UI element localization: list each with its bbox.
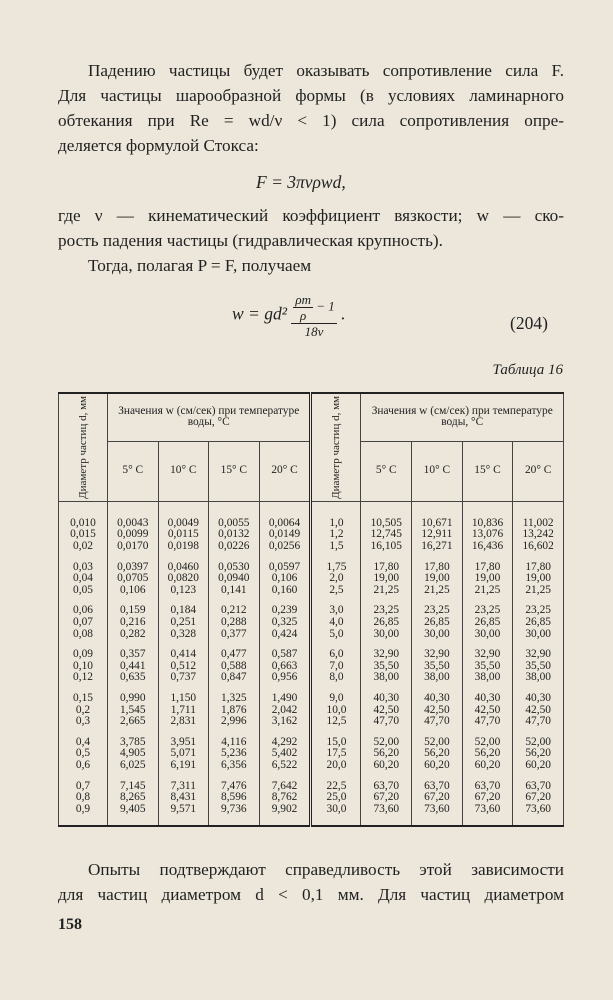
velocity-cell: 35,50 (361, 661, 412, 673)
velocity-cell: 60,20 (412, 760, 463, 772)
conclusion-paragraph (58, 857, 564, 907)
velocity-cell: 0,0049 (158, 518, 209, 530)
diameter-cell: 1,0 (311, 518, 361, 530)
velocity-cell: 9,405 (108, 804, 159, 816)
velocity-cell: 0,847 (209, 672, 260, 684)
table-row (59, 617, 564, 629)
velocity-cell: 0,282 (108, 629, 159, 641)
velocity-cell: 38,00 (361, 672, 412, 684)
velocity-cell: 17,80 (412, 562, 463, 574)
stokes-formula: F = 3πνρwd, (256, 172, 346, 192)
velocity-cell: 0,184 (158, 605, 209, 617)
temp-header-left-2: 15° С (209, 441, 260, 501)
explanation-line-2: рость падения частицы (гидравлическая крупность). (58, 231, 443, 250)
velocity-cell: 30,00 (361, 629, 412, 641)
velocity-cell: 1,876 (209, 705, 260, 717)
temp-header-right-0: 5° С (361, 441, 412, 501)
formula-204-numerator (291, 292, 336, 324)
velocity-cell: 26,85 (361, 617, 412, 629)
velocity-cell: 30,00 (513, 629, 564, 641)
velocity-cell: 0,0397 (108, 562, 159, 574)
velocity-cell: 56,20 (462, 748, 513, 760)
velocity-cell: 17,80 (462, 562, 513, 574)
velocity-cell: 52,00 (412, 737, 463, 749)
velocity-cell: 0,587 (259, 649, 311, 661)
table-row (59, 716, 564, 728)
temp-header-right-1: 10° С (412, 441, 463, 501)
velocity-table (58, 392, 564, 827)
velocity-cell: 52,00 (361, 737, 412, 749)
diameter-cell: 2,5 (311, 585, 361, 597)
velocity-cell: 40,30 (513, 693, 564, 705)
velocity-cell: 26,85 (513, 617, 564, 629)
velocity-cell: 7,642 (259, 781, 311, 793)
velocity-cell: 0,414 (158, 649, 209, 661)
diameter-cell: 0,5 (59, 748, 108, 760)
velocity-cell: 0,512 (158, 661, 209, 673)
velocity-cell: 0,0597 (259, 562, 311, 574)
velocity-cell: 23,25 (513, 605, 564, 617)
velocity-cell: 0,0064 (259, 518, 311, 530)
velocity-cell: 60,20 (462, 760, 513, 772)
velocity-cell: 35,50 (462, 661, 513, 673)
velocity-cell: 40,30 (412, 693, 463, 705)
velocity-cell: 73,60 (412, 804, 463, 816)
velocity-cell: 0,0043 (108, 518, 159, 530)
diameter-cell: 2,0 (311, 573, 361, 585)
diameter-cell: 0,06 (59, 605, 108, 617)
table-row (59, 760, 564, 772)
velocity-cell: 56,20 (513, 748, 564, 760)
formula-204-denominator: 18ν (304, 324, 324, 339)
velocity-cell: 67,20 (513, 792, 564, 804)
velocity-cell: 16,602 (513, 541, 564, 553)
velocity-cell: 17,80 (361, 562, 412, 574)
velocity-cell: 0,325 (259, 617, 311, 629)
velocity-cell: 0,159 (108, 605, 159, 617)
velocity-cell: 2,996 (209, 716, 260, 728)
velocity-cell: 26,85 (462, 617, 513, 629)
velocity-cell: 52,00 (513, 737, 564, 749)
density-bottom: ρ (300, 308, 307, 323)
velocity-cell: 0,990 (108, 693, 159, 705)
velocity-cell: 35,50 (412, 661, 463, 673)
velocity-cell: 0,160 (259, 585, 311, 597)
table-row (59, 792, 564, 804)
diameter-cell: 0,05 (59, 585, 108, 597)
velocity-cell: 23,25 (412, 605, 463, 617)
velocity-cell: 47,70 (513, 716, 564, 728)
velocity-cell: 0,216 (108, 617, 159, 629)
velocity-cell: 4,116 (209, 737, 260, 749)
velocity-cell: 60,20 (361, 760, 412, 772)
velocity-cell: 42,50 (361, 705, 412, 717)
velocity-cell: 8,596 (209, 792, 260, 804)
velocity-cell: 2,831 (158, 716, 209, 728)
diameter-cell: 15,0 (311, 737, 361, 749)
velocity-cell: 5,236 (209, 748, 260, 760)
velocity-cell: 0,0055 (209, 518, 260, 530)
velocity-cell: 6,356 (209, 760, 260, 772)
diameter-cell: 9,0 (311, 693, 361, 705)
diameter-cell: 5,0 (311, 629, 361, 641)
velocity-cell: 12,745 (361, 529, 412, 541)
velocity-cell: 67,20 (412, 792, 463, 804)
velocity-cell: 32,90 (361, 649, 412, 661)
velocity-cell: 23,25 (462, 605, 513, 617)
diameter-cell: 20,0 (311, 760, 361, 772)
equation-number: (204) (510, 313, 548, 333)
intro-line-2: Для частицы шарообразной формы (в условиях ламинарного (58, 86, 564, 105)
velocity-cell: 7,311 (158, 781, 209, 793)
diameter-cell: 25,0 (311, 792, 361, 804)
diameter-cell: 0,015 (59, 529, 108, 541)
velocity-cell: 0,0149 (259, 529, 311, 541)
velocity-cell: 8,431 (158, 792, 209, 804)
velocity-cell: 32,90 (462, 649, 513, 661)
velocity-cell: 0,956 (259, 672, 311, 684)
diameter-cell: 0,9 (59, 804, 108, 816)
table-row (59, 629, 564, 641)
velocity-cell: 1,150 (158, 693, 209, 705)
velocity-cell: 0,663 (259, 661, 311, 673)
velocity-cell: 9,571 (158, 804, 209, 816)
velocity-cell: 6,522 (259, 760, 311, 772)
velocity-cell: 21,25 (412, 585, 463, 597)
velocity-cell: 12,911 (412, 529, 463, 541)
velocity-cell: 19,00 (513, 573, 564, 585)
velocity-cell: 63,70 (361, 781, 412, 793)
diameter-cell: 0,2 (59, 705, 108, 717)
velocity-cell: 21,25 (361, 585, 412, 597)
diameter-cell: 0,15 (59, 693, 108, 705)
velocity-cell: 16,436 (462, 541, 513, 553)
velocity-cell: 0,0940 (209, 573, 260, 585)
temp-header-right-2: 15° С (462, 441, 513, 501)
velocity-cell: 0,588 (209, 661, 260, 673)
velocity-cell: 47,70 (412, 716, 463, 728)
velocity-cell: 5,402 (259, 748, 311, 760)
intro-line-3: обтекания при Re = wd/ν < 1) сила сопротивления опре- (58, 111, 564, 130)
diameter-cell: 12,5 (311, 716, 361, 728)
diameter-cell: 6,0 (311, 649, 361, 661)
diameter-cell: 0,4 (59, 737, 108, 749)
velocity-cell: 8,265 (108, 792, 159, 804)
velocity-cell: 42,50 (462, 705, 513, 717)
diameter-cell: 10,0 (311, 705, 361, 717)
diameter-cell: 17,5 (311, 748, 361, 760)
velocity-cell: 0,0226 (209, 541, 260, 553)
table-row (59, 541, 564, 553)
velocity-cell: 3,162 (259, 716, 311, 728)
velocity-cell: 0,0132 (209, 529, 260, 541)
diameter-cell: 0,12 (59, 672, 108, 684)
density-ratio (293, 292, 313, 323)
velocity-cell: 8,762 (259, 792, 311, 804)
velocity-cell: 0,239 (259, 605, 311, 617)
table-row (59, 693, 564, 705)
velocity-cell: 2,042 (259, 705, 311, 717)
velocity-cell: 0,377 (209, 629, 260, 641)
table-row (59, 585, 564, 597)
velocity-cell: 47,70 (462, 716, 513, 728)
velocity-cell: 0,0170 (108, 541, 159, 553)
velocity-cell: 0,477 (209, 649, 260, 661)
minus-one: − 1 (316, 298, 335, 314)
velocity-cell: 32,90 (412, 649, 463, 661)
velocity-cell: 3,785 (108, 737, 159, 749)
velocity-cell: 19,00 (361, 573, 412, 585)
velocity-cell: 67,20 (361, 792, 412, 804)
diameter-cell: 22,5 (311, 781, 361, 793)
velocity-cell: 40,30 (361, 693, 412, 705)
explanation-paragraph (58, 203, 564, 278)
velocity-cell: 6,191 (158, 760, 209, 772)
velocity-cell: 16,271 (412, 541, 463, 553)
velocity-cell: 52,00 (462, 737, 513, 749)
velocity-cell: 63,70 (412, 781, 463, 793)
formula-204-fraction (291, 292, 336, 339)
velocity-cell: 7,476 (209, 781, 260, 793)
velocity-cell: 35,50 (513, 661, 564, 673)
velocity-cell: 73,60 (513, 804, 564, 816)
diameter-cell: 0,07 (59, 617, 108, 629)
velocity-cell: 6,025 (108, 760, 159, 772)
velocity-cell: 9,736 (209, 804, 260, 816)
right-values-header: Значения w (см/сек) при температуре воды, °С (361, 393, 564, 441)
velocity-cell: 0,441 (108, 661, 159, 673)
velocity-cell: 73,60 (361, 804, 412, 816)
velocity-cell: 0,212 (209, 605, 260, 617)
velocity-cell: 16,105 (361, 541, 412, 553)
velocity-cell: 0,251 (158, 617, 209, 629)
velocity-cell: 4,292 (259, 737, 311, 749)
explanation-line-3: Тогда, полагая P = F, получаем (88, 256, 312, 275)
velocity-cell: 38,00 (462, 672, 513, 684)
velocity-cell: 67,20 (462, 792, 513, 804)
intro-line-1: Падению частицы будет оказывать сопротивление сила F. (88, 61, 564, 80)
table-body (59, 501, 564, 826)
velocity-cell: 9,902 (259, 804, 311, 816)
diameter-cell: 4,0 (311, 617, 361, 629)
right-diameter-header: Диаметр частиц d, мм (311, 393, 361, 501)
temp-header-left-0: 5° С (108, 441, 159, 501)
velocity-cell: 0,424 (259, 629, 311, 641)
velocity-cell: 26,85 (412, 617, 463, 629)
velocity-cell: 0,737 (158, 672, 209, 684)
diameter-cell: 0,04 (59, 573, 108, 585)
velocity-cell: 0,0115 (158, 529, 209, 541)
velocity-cell: 0,0099 (108, 529, 159, 541)
diameter-cell: 0,8 (59, 792, 108, 804)
temp-header-right-3: 20° С (513, 441, 564, 501)
velocity-cell: 0,288 (209, 617, 260, 629)
formula-204-lhs: w = gd² (232, 303, 287, 324)
velocity-cell: 47,70 (361, 716, 412, 728)
diameter-cell: 1,2 (311, 529, 361, 541)
velocity-cell: 63,70 (513, 781, 564, 793)
diameter-cell: 0,09 (59, 649, 108, 661)
diameter-cell: 3,0 (311, 605, 361, 617)
density-top: ρт (295, 292, 311, 307)
velocity-cell: 0,141 (209, 585, 260, 597)
velocity-cell: 30,00 (412, 629, 463, 641)
page-number: 158 (58, 916, 82, 933)
velocity-cell: 0,635 (108, 672, 159, 684)
velocity-cell: 11,002 (513, 518, 564, 530)
diameter-cell: 1,75 (311, 562, 361, 574)
diameter-cell: 1,5 (311, 541, 361, 553)
velocity-cell: 23,25 (361, 605, 412, 617)
velocity-cell: 0,106 (259, 573, 311, 585)
velocity-cell: 7,145 (108, 781, 159, 793)
left-diameter-header: Диаметр частиц d, мм (59, 393, 108, 501)
temp-header-left-1: 10° С (158, 441, 209, 501)
velocity-cell: 0,357 (108, 649, 159, 661)
velocity-cell: 17,80 (513, 562, 564, 574)
velocity-cell: 56,20 (361, 748, 412, 760)
velocity-cell: 13,076 (462, 529, 513, 541)
velocity-cell: 40,30 (462, 693, 513, 705)
diameter-cell: 0,7 (59, 781, 108, 793)
velocity-cell: 10,505 (361, 518, 412, 530)
velocity-cell: 0,0198 (158, 541, 209, 553)
velocity-cell: 0,0820 (158, 573, 209, 585)
velocity-cell: 30,00 (462, 629, 513, 641)
velocity-cell: 3,951 (158, 737, 209, 749)
velocity-cell: 38,00 (412, 672, 463, 684)
velocity-cell: 63,70 (462, 781, 513, 793)
velocity-cell: 4,905 (108, 748, 159, 760)
velocity-cell: 19,00 (462, 573, 513, 585)
velocity-cell: 1,711 (158, 705, 209, 717)
velocity-cell: 1,325 (209, 693, 260, 705)
velocity-cell: 73,60 (462, 804, 513, 816)
table-row (59, 804, 564, 816)
velocity-cell: 10,836 (462, 518, 513, 530)
velocity-cell: 0,123 (158, 585, 209, 597)
velocity-cell: 60,20 (513, 760, 564, 772)
intro-line-4: деляется формулой Стокса: (58, 136, 259, 155)
velocity-cell: 2,665 (108, 716, 159, 728)
diameter-cell: 0,010 (59, 518, 108, 530)
velocity-cell: 10,671 (412, 518, 463, 530)
temp-header-left-3: 20° С (259, 441, 311, 501)
velocity-cell: 0,0256 (259, 541, 311, 553)
velocity-cell: 1,545 (108, 705, 159, 717)
explanation-line-1: где ν — кинематический коэффициент вязкости; w — ско- (58, 206, 564, 225)
velocity-cell: 13,242 (513, 529, 564, 541)
velocity-cell: 32,90 (513, 649, 564, 661)
velocity-cell: 21,25 (462, 585, 513, 597)
intro-paragraph (58, 58, 564, 158)
formula-204: w = gd² $\frac{\rho т}{\rho}$ − 1 18ν . (232, 292, 346, 339)
conclusion-line-2: для частиц диаметром d < 0,1 мм. Для частиц диаметром (58, 885, 564, 904)
diameter-cell: 0,3 (59, 716, 108, 728)
velocity-cell: 1,490 (259, 693, 311, 705)
diameter-cell: 7,0 (311, 661, 361, 673)
diameter-cell: 0,08 (59, 629, 108, 641)
velocity-cell: 19,00 (412, 573, 463, 585)
conclusion-line-1: Опыты подтверждают справедливость этой зависимости (88, 860, 564, 879)
diameter-cell: 8,0 (311, 672, 361, 684)
table-caption: Таблица 16 (492, 362, 563, 378)
diameter-cell: 0,10 (59, 661, 108, 673)
velocity-cell: 5,071 (158, 748, 209, 760)
velocity-cell: 0,328 (158, 629, 209, 641)
diameter-cell: 0,03 (59, 562, 108, 574)
velocity-cell: 42,50 (412, 705, 463, 717)
diameter-cell: 0,6 (59, 760, 108, 772)
diameter-cell: 30,0 (311, 804, 361, 816)
velocity-cell: 0,0530 (209, 562, 260, 574)
velocity-cell: 0,106 (108, 585, 159, 597)
diameter-cell: 0,02 (59, 541, 108, 553)
velocity-cell: 0,0705 (108, 573, 159, 585)
left-values-header: Значения w (см/сек) при температуре воды, °С (108, 393, 311, 441)
velocity-cell: 0,0460 (158, 562, 209, 574)
velocity-cell: 38,00 (513, 672, 564, 684)
table-row (59, 672, 564, 684)
velocity-cell: 21,25 (513, 585, 564, 597)
velocity-cell: 42,50 (513, 705, 564, 717)
velocity-cell: 56,20 (412, 748, 463, 760)
